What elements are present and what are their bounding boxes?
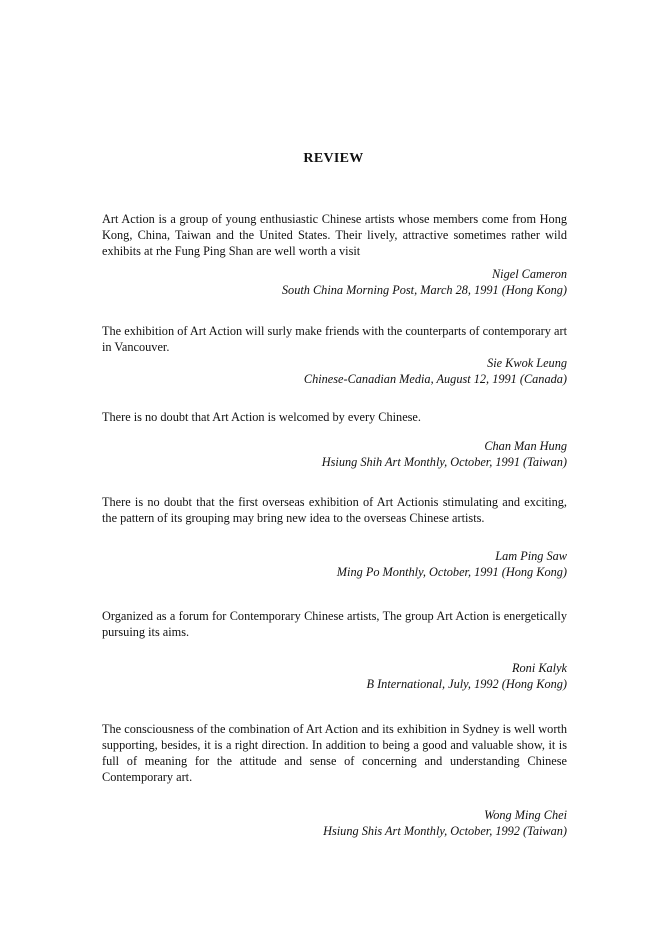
review-source: Ming Po Monthly, October, 1991 (Hong Kong) <box>336 565 567 579</box>
review-attribution <box>102 355 567 387</box>
review-attribution <box>102 660 567 692</box>
review-attribution <box>102 266 567 298</box>
review-author: Wong Ming Chei <box>484 808 567 822</box>
review-entry <box>102 494 567 580</box>
review-entry <box>102 409 567 470</box>
review-source: Hsiung Shis Art Monthly, October, 1992 (Taiwan) <box>323 824 567 838</box>
review-quote: There is no doubt that Art Action is welcomed by every Chinese. <box>102 410 421 424</box>
review-entry <box>102 323 567 387</box>
review-entry <box>102 608 567 692</box>
review-attribution <box>102 548 567 580</box>
review-source: South China Morning Post, March 28, 1991 (Hong Kong) <box>281 283 567 297</box>
review-author: Chan Man Hung <box>484 439 567 453</box>
review-author: Sie Kwok Leung <box>487 356 567 370</box>
review-source: B International, July, 1992 (Hong Kong) <box>366 677 567 691</box>
review-source: Chinese-Canadian Media, August 12, 1991 (Canada) <box>303 372 567 386</box>
review-author: Lam Ping Saw <box>495 549 567 563</box>
review-quote: The exhibition of Art Action will surly make friends with the counterparts of contemporary art in Vancouver. <box>102 324 567 354</box>
review-quote: Organized as a forum for Contemporary Chinese artists, The group Art Action is energetically pursuing its aims. <box>102 609 567 639</box>
review-quote: Art Action is a group of young enthusiastic Chinese artists whose members come from Hong Kong, China, Taiwan and the United States. Their lively, attractive sometimes rather wild exhibits at rhe Fung Ping Shan are well worth a visit <box>102 212 567 258</box>
review-attribution <box>102 438 567 470</box>
review-quote: The consciousness of the combination of Art Action and its exhibition in Sydney is well worth supporting, besides, it is a right direction. In addition to being a good and valuable show, it is full of meaning for the attitude and sense of concerning and understanding Chinese Contemporary art. <box>102 722 567 784</box>
review-entry <box>102 211 567 298</box>
review-quote: There is no doubt that the first overseas exhibition of Art Actionis stimulating and exciting, the pattern of its grouping may bring new idea to the overseas Chinese artists. <box>102 495 567 525</box>
review-source: Hsiung Shih Art Monthly, October, 1991 (Taiwan) <box>321 455 567 469</box>
review-attribution <box>102 807 567 839</box>
review-entry <box>102 721 567 839</box>
review-author: Nigel Cameron <box>491 267 567 281</box>
review-author: Roni Kalyk <box>512 661 567 675</box>
page-title: REVIEW <box>303 151 364 166</box>
